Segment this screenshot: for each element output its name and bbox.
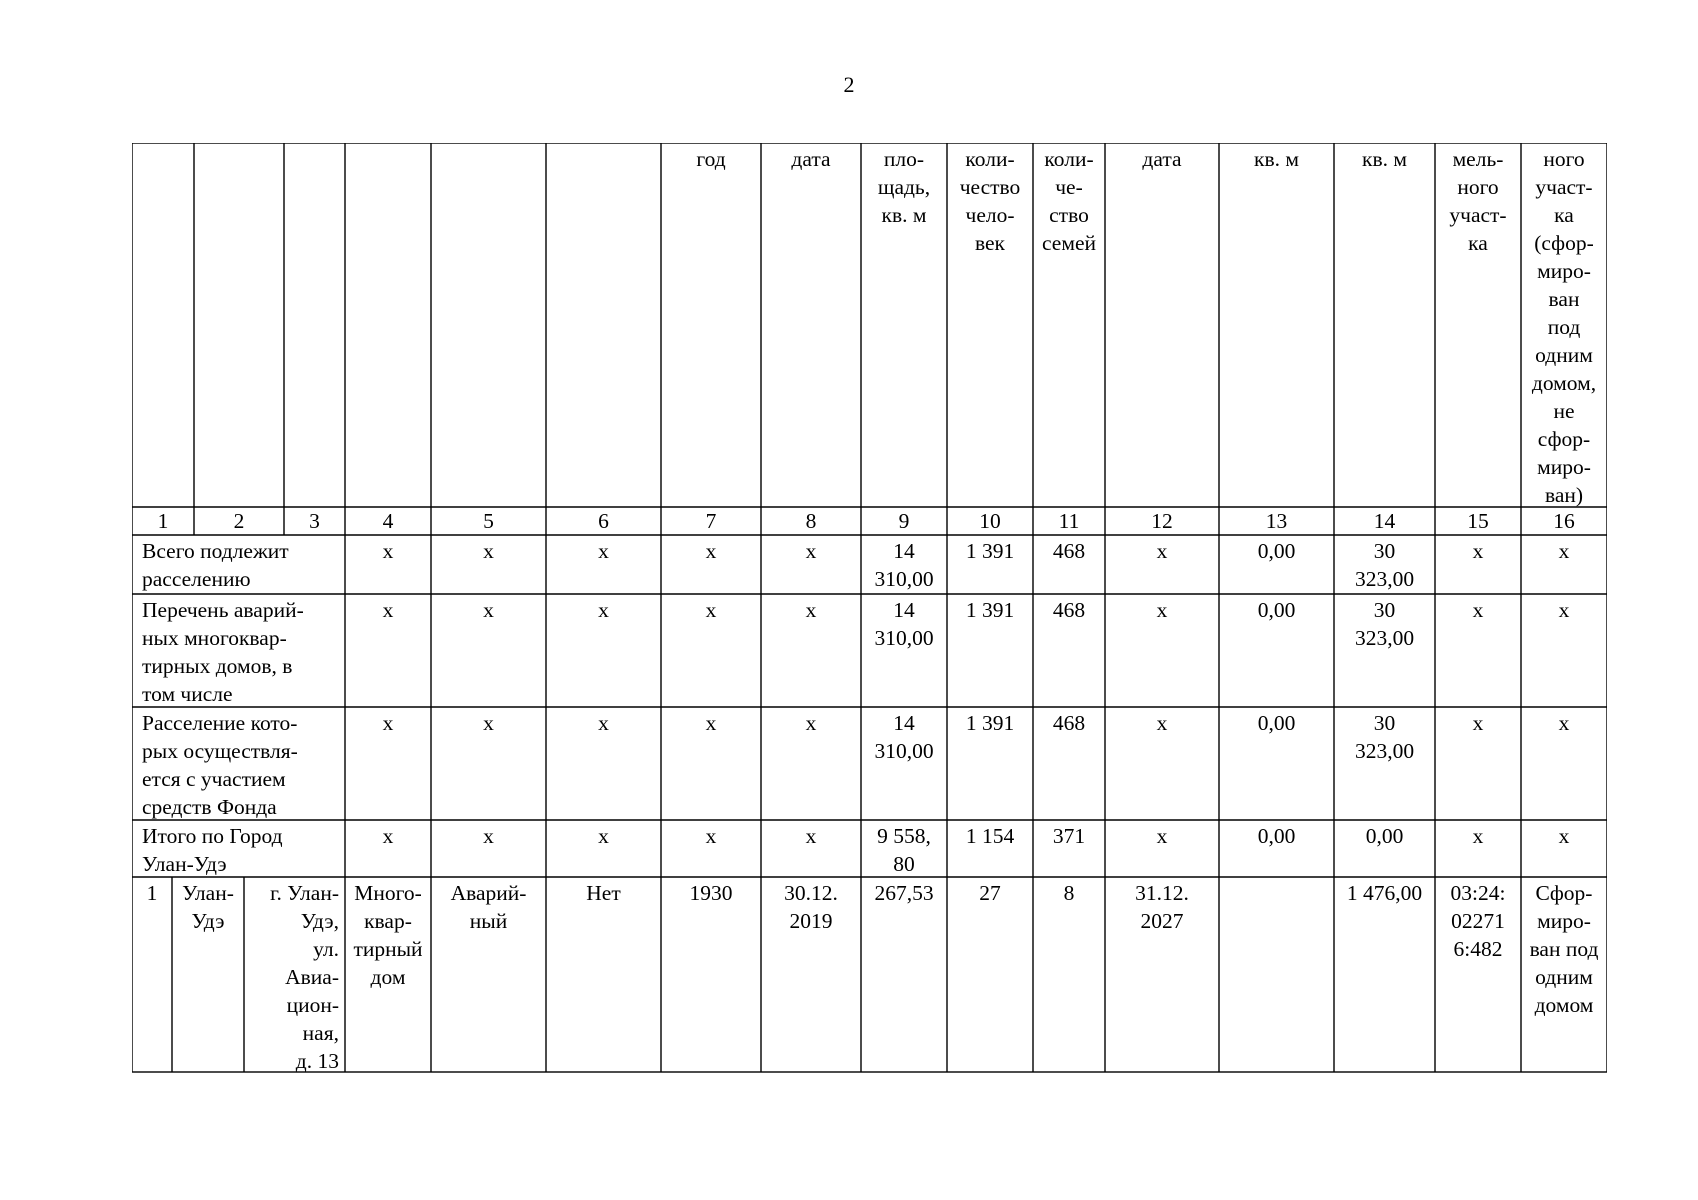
column-number: 9 xyxy=(898,509,910,533)
column-number: 12 xyxy=(1151,509,1173,533)
summary-cell-c16: х xyxy=(1558,539,1570,563)
summary-cell-c4: х xyxy=(382,598,394,622)
column-number: 8 xyxy=(805,509,817,533)
summary-row-label: Итого по Город Улан-Удэ xyxy=(142,824,283,876)
column-number: 6 xyxy=(598,509,609,533)
summary-cell-c7: х xyxy=(705,824,717,848)
summary-cell-c13: 0,00 xyxy=(1257,598,1296,622)
summary-cell-c9: 14 310,00 xyxy=(874,539,934,591)
summary-row-label: Всего подлежит расселению xyxy=(142,539,289,591)
detail-building-type: Много- квар- тирный дом xyxy=(353,881,423,989)
summary-cell-c11: 371 xyxy=(1052,824,1086,848)
summary-cell-c6: х xyxy=(598,711,609,735)
summary-cell-c10: 1 391 xyxy=(965,598,1015,622)
column-number: 14 xyxy=(1373,509,1396,533)
detail-row-number: 1 xyxy=(146,881,158,905)
summary-cell-c5: х xyxy=(483,711,494,735)
detail-col-13 xyxy=(1219,877,1334,879)
detail-land-plot-status: Сфор- миро- ван под одним домом xyxy=(1529,881,1599,1017)
summary-cell-c12: х xyxy=(1156,598,1168,622)
summary-cell-c7: х xyxy=(705,598,717,622)
detail-col-6: Нет xyxy=(586,881,621,905)
summary-cell-c13: 0,00 xyxy=(1257,824,1296,848)
detail-condition: Аварий- ный xyxy=(450,881,527,933)
summary-cell-c8: х xyxy=(805,824,817,848)
header-people-count: коли- чество чело- век xyxy=(959,147,1021,255)
column-number: 4 xyxy=(382,509,394,533)
summary-cell-c14: 30 323,00 xyxy=(1354,539,1415,591)
header-land-plot-status: ного участ- ка (сфор- миро- ван под одним домом, не сфор- миро- ван) xyxy=(1531,147,1597,507)
detail-date: 30.12. 2019 xyxy=(784,881,838,933)
summary-cell-c15: х xyxy=(1472,711,1484,735)
summary-cell-c16: х xyxy=(1558,824,1570,848)
summary-cell-c10: 1 154 xyxy=(965,824,1015,848)
summary-cell-c5: х xyxy=(483,598,494,622)
summary-cell-c15: х xyxy=(1472,598,1484,622)
summary-cell-c12: х xyxy=(1156,711,1168,735)
summary-cell-c9: 9 558, 80 xyxy=(877,824,931,876)
summary-cell-c6: х xyxy=(598,824,609,848)
summary-cell-c8: х xyxy=(805,539,817,563)
summary-cell-c12: х xyxy=(1156,824,1168,848)
page-number: 2 xyxy=(843,72,855,97)
detail-year: 1930 xyxy=(689,881,733,905)
summary-cell-c13: 0,00 xyxy=(1257,711,1296,735)
summary-cell-c9: 14 310,00 xyxy=(874,598,934,650)
header-date: дата xyxy=(791,147,831,171)
summary-cell-c4: х xyxy=(382,711,394,735)
column-number: 15 xyxy=(1467,509,1489,533)
summary-cell-c12: х xyxy=(1156,539,1168,563)
summary-cell-c16: х xyxy=(1558,711,1570,735)
header-sq-m-13: кв. м xyxy=(1254,147,1299,171)
detail-planned-date: 31.12. 2027 xyxy=(1135,881,1189,933)
summary-cell-c8: х xyxy=(805,711,817,735)
column-number: 13 xyxy=(1265,509,1288,533)
summary-cell-c5: х xyxy=(483,539,494,563)
column-number: 1 xyxy=(157,509,169,533)
detail-city: Улан- Удэ xyxy=(182,881,234,933)
summary-cell-c15: х xyxy=(1472,539,1484,563)
summary-cell-c4: х xyxy=(382,824,394,848)
summary-cell-c6: х xyxy=(598,598,609,622)
detail-people: 27 xyxy=(979,881,1001,905)
column-number: 10 xyxy=(979,509,1001,533)
summary-cell-c6: х xyxy=(598,539,609,563)
summary-cell-c16: х xyxy=(1558,598,1570,622)
header-land-plot: мель- ного участ- ка xyxy=(1449,147,1507,255)
header-year: год xyxy=(696,147,726,171)
detail-cadastral-number: 03:24: 02271 6:482 xyxy=(1450,881,1506,961)
summary-cell-c14: 30 323,00 xyxy=(1354,598,1415,650)
header-family-count: коли- че- ство семей xyxy=(1041,147,1096,255)
column-number: 7 xyxy=(705,509,717,533)
header-area: пло- щадь, кв. м xyxy=(877,147,931,227)
summary-cell-c5: х xyxy=(483,824,494,848)
detail-col-14: 1 476,00 xyxy=(1346,881,1423,905)
detail-address: г. Улан- Удэ, ул. Авиа- цион- ная, д. 13 xyxy=(270,881,339,1073)
column-number: 2 xyxy=(233,509,245,533)
header-sq-m-14: кв. м xyxy=(1362,147,1407,171)
column-number: 5 xyxy=(483,509,494,533)
summary-cell-c11: 468 xyxy=(1052,598,1086,622)
summary-cell-c14: 30 323,00 xyxy=(1354,711,1415,763)
summary-cell-c10: 1 391 xyxy=(965,711,1015,735)
summary-cell-c13: 0,00 xyxy=(1257,539,1296,563)
summary-cell-c11: 468 xyxy=(1052,539,1086,563)
summary-cell-c10: 1 391 xyxy=(965,539,1015,563)
column-number: 3 xyxy=(309,509,320,533)
summary-cell-c4: х xyxy=(382,539,394,563)
summary-cell-c7: х xyxy=(705,711,717,735)
summary-row-label: Перечень аварий- ных многоквар- тирных домов, в том числе xyxy=(142,598,304,706)
detail-area: 267,53 xyxy=(874,881,934,905)
summary-cell-c11: 468 xyxy=(1052,711,1086,735)
summary-row-label: Расселение кото- рых осуществля- ется с участием средств Фонда xyxy=(142,711,298,819)
column-number: 11 xyxy=(1058,509,1080,533)
column-number: 16 xyxy=(1553,509,1575,533)
summary-cell-c7: х xyxy=(705,539,717,563)
summary-cell-c8: х xyxy=(805,598,817,622)
summary-cell-c9: 14 310,00 xyxy=(874,711,934,763)
resettlement-table xyxy=(132,143,1607,1073)
detail-families: 8 xyxy=(1063,881,1075,905)
summary-cell-c15: х xyxy=(1472,824,1484,848)
summary-cell-c14: 0,00 xyxy=(1365,824,1404,848)
header-planned-date: дата xyxy=(1142,147,1182,171)
